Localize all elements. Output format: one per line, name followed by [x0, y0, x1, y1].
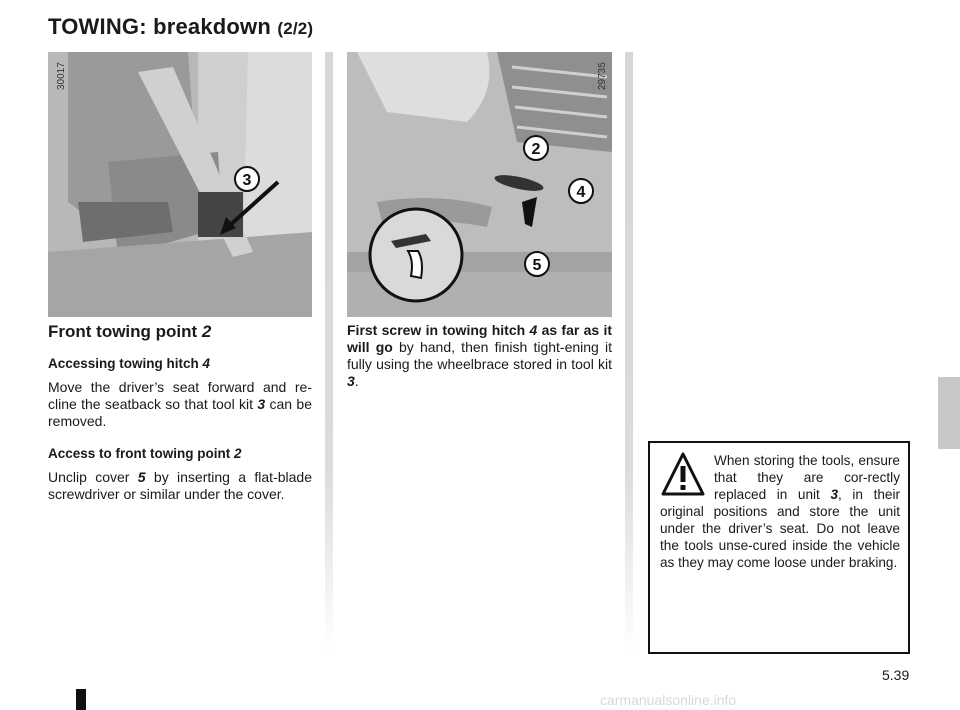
warning-text: When storing the tools, ensure that they are cor-rectly replaced in unit 3, in their original positions and store the unit under the driver’s seat. Do not leave the tools unse-cured inside the vehicle as they may come loose under braking. — [660, 453, 901, 570]
section-title: Front towing point 2 — [48, 322, 212, 341]
print-mark — [76, 689, 86, 710]
svg-text:3: 3 — [242, 172, 252, 189]
seat-photo — [48, 52, 312, 317]
inset-detail — [366, 206, 466, 304]
subheading-accessing-hitch: Accessing towing hitch 4 — [48, 356, 211, 371]
title-main: TOWING: breakdown — [48, 14, 272, 39]
page-title — [48, 14, 313, 40]
paragraph-unclip-cover: Unclip cover 5 by inserting a flat-blade screwdriver or similar under the cover. — [48, 469, 312, 502]
paragraph-move-seat: Move the driver’s seat forward and re-cline the seatback so that tool kit 3 can be removed. — [48, 379, 312, 429]
svg-text:5: 5 — [532, 257, 542, 274]
callout-3-left — [232, 164, 262, 194]
watermark: carmanualsonline.info — [600, 692, 737, 708]
callout-2 — [521, 133, 551, 163]
column-divider-left — [325, 52, 333, 652]
column-divider-right — [625, 52, 633, 652]
chapter-tab — [938, 377, 960, 449]
paragraph-screw-hitch: First screw in towing hitch 4 as far as it will go by hand, then finish tight-ening it fully using the wheelbrace stored in tool kit 3. — [347, 322, 613, 389]
figure-ref-left: 30017 — [56, 62, 67, 90]
page-number: 5.39 — [882, 667, 910, 683]
callout-4 — [566, 176, 596, 206]
figure-ref-right: 29735 — [597, 62, 608, 90]
callout-5 — [522, 249, 552, 279]
svg-text:2: 2 — [531, 141, 541, 158]
title-part: (2/2) — [277, 19, 314, 38]
subheading-access-front-point: Access to front towing point 2 — [48, 446, 242, 461]
svg-text:4: 4 — [576, 184, 586, 201]
